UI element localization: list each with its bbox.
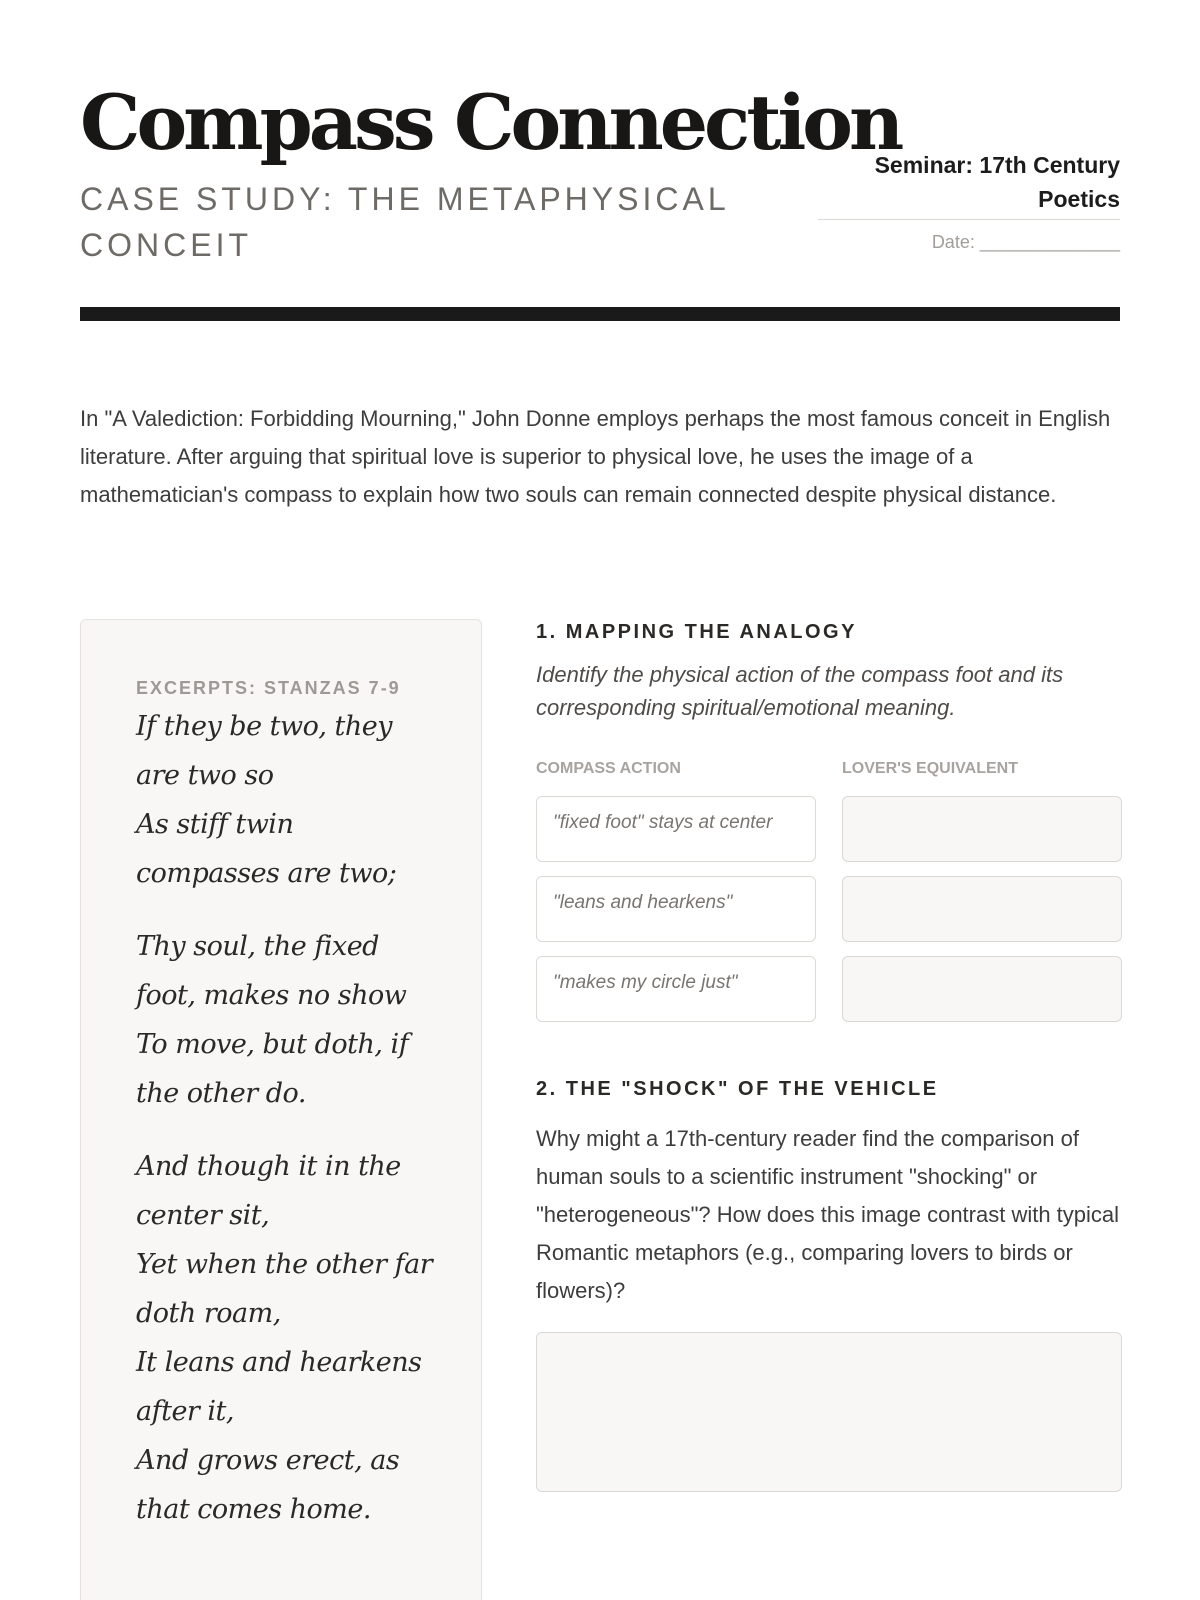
- worksheet-questions: [536, 618, 1122, 1492]
- stanza-9: [136, 1142, 451, 1534]
- analogy-row: [536, 876, 1122, 942]
- header-divider: [80, 307, 1120, 321]
- page-title: Compass Connection: [80, 78, 901, 167]
- compass-action-cell: "fixed foot" stays at center: [536, 796, 816, 862]
- course-name: Seminar: 17th Century Poetics: [818, 148, 1120, 220]
- course-meta: [818, 148, 1120, 253]
- poem-line: If they be two, they are two so: [136, 711, 392, 791]
- poem-excerpt-panel: [80, 619, 482, 1600]
- column-header-action: COMPASS ACTION: [536, 760, 681, 777]
- analogy-row: [536, 796, 1122, 862]
- poem-line: Yet when the other far doth roam,: [136, 1249, 433, 1329]
- page-subtitle: CASE STUDY: THE METAPHYSICAL CONCEIT: [80, 181, 729, 263]
- excerpt-label: EXCERPTS: STANZAS 7-9: [136, 678, 401, 698]
- analogy-table-header: [536, 760, 1122, 778]
- section-2-heading: 2. THE "SHOCK" OF THE VEHICLE: [536, 1078, 939, 1100]
- poem-line: To move, but doth, if the other do.: [136, 1029, 409, 1109]
- poem-line: As stiff twin compasses are two;: [136, 809, 397, 889]
- poem-line: Thy soul, the fixed foot, makes no show: [136, 931, 407, 1011]
- section-2-prompt: Why might a 17th-century reader find the comparison of human souls to a scientific instrument "shocking" or "heterogeneous"? How does this image contrast with typical Romantic metaphors (e.g., comparing lovers to birds or flowers)?: [536, 1126, 1120, 1303]
- section-1-heading: 1. MAPPING THE ANALOGY: [536, 621, 857, 643]
- section-1-instructions: Identify the physical action of the compass foot and its corresponding spiritual/emotional meaning.: [536, 662, 1064, 720]
- compass-action-cell: "leans and hearkens": [536, 876, 816, 942]
- analogy-row: [536, 956, 1122, 1022]
- intro-paragraph: In "A Valediction: Forbidding Mourning," John Donne employs perhaps the most famous conceit in English literature. After arguing that spiritual love is superior to physical love, he uses the image of a mathematician's compass to explain how two souls can remain connected despite physical distance.: [80, 406, 1111, 507]
- lover-equivalent-input[interactable]: [842, 956, 1122, 1022]
- poem-line: And grows erect, as that comes home.: [136, 1445, 400, 1525]
- compass-action-cell: "makes my circle just": [536, 956, 816, 1022]
- lover-equivalent-input[interactable]: [842, 876, 1122, 942]
- date-field[interactable]: Date: ______________: [931, 232, 1120, 252]
- stanza-7: [136, 702, 451, 898]
- lover-equivalent-input[interactable]: [842, 796, 1122, 862]
- column-header-equivalent: LOVER'S EQUIVALENT: [842, 760, 1018, 777]
- stanza-8: [136, 922, 451, 1118]
- poem-line: It leans and hearkens after it,: [136, 1347, 422, 1427]
- section-2-answer-box[interactable]: [536, 1332, 1122, 1492]
- poem-line: And though it in the center sit,: [136, 1151, 401, 1231]
